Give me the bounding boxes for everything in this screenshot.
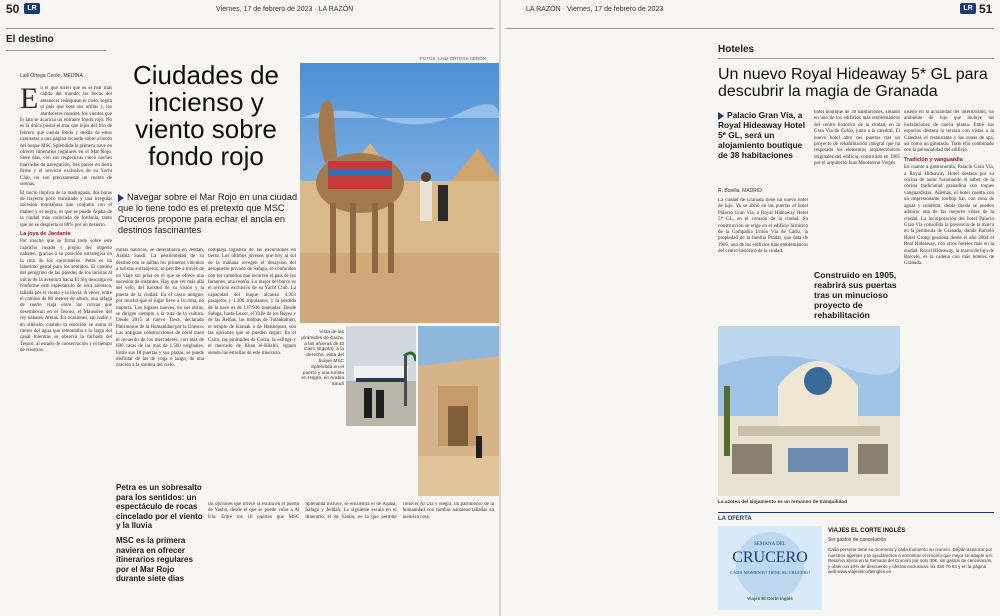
subheading: Tradición y vanguardia <box>904 156 963 163</box>
lead-text: Palacio Gran Vía, a Royal Hideaway Hotel 5* GL, será un alojamiento boutique de 38 habitaciones <box>718 110 806 160</box>
article-lead <box>718 110 810 160</box>
col3-text-b: En cuanto a gastronomía, Palacio Gran Vía, a Royal Hideaway Hotel destaca por su cocina de autor fusionando el sabor de la cocina tradicional granadina con toques vanguardistas. Además, el hotel cuenta con un impresionante rooftop bar, con zona de aguas y solárium, desde donde se pueden admirar una de las mejores vistas de la ciudad. La incorporación del hotel Palacio Gran Vía consolida la presencia de la marca en la península de Granada, donde Barceló Hotel Group gestiona desde el año 2004 el Real Hideaway, con otros hoteles más en la ciudad. Royal Hideaway, la marca de lujo de Barceló, es la cadena con más hoteles de Granada. <box>904 165 994 267</box>
offer-title: VIAJES EL CORTE INGLÉS <box>828 528 906 534</box>
article-bottom-columns <box>208 502 494 610</box>
bottom-text: las opciones que ofrece la escala en el puerto de Yanbu, desde el que se puede volar a Al Ula. Entre los 18 puertos que MSC Splendida incluye, se encuentra el de Aqaba, Safaga y Jeddah. La siguiente escala en el itinerario, el de Yanbu, es la que permite conocer Al Ula y Hegra, un patrimonio de la humanidad con tumbas nabateas talladas en arenisca rosa. <box>208 502 494 520</box>
triangle-icon <box>118 194 124 202</box>
col3-text: compleja logística de las excursiones en tierra. Los últimos jóvenes que hoy al sol de la mañana recogen el desayuno del aeropuerto privado de Safaga, se confunden con los camellos que recorren el país de los faraones, una reseña. Lo mejor del barco es el servicio exclusivo de su Yacht Club. La capacidad del buque alcanza 4.363 pasajeros y 1.300 tripulantes, y la pérdida de la nave es de 137.936 toneladas. Desde Safaga, hasta Luxor, el Valle de los Reyes y de las Reinas, las tumbas de Tutankamón, el templo de Karnak o de Hatshepsut, son las opciones que se pueden seguir. En el Cairo, las pirámides de Guiza, la esfinge y el mercado de Khan el-Khalili, siguen siendo las estrellas de este itinerario. <box>208 248 296 356</box>
pull-quote: Construido en 1905, reabrirá sus puertas tras un minucioso proyecto de rehabilitación <box>814 270 897 320</box>
col1-text: n el que dicen que es el mar más cálido del mundo, las bocas del amanecer redoquean el cielo, según el país que bese sus orillas y, los atardeceres rosados, los vientos que lo lata se acaricia un entrante fondo rojo. No es la única postal el mar que lejos del frío de febrero que cuenta fondo y media de estos camisetas a una página tocando sobre a bordo del buque MSC Splendida la primera nave en ofrecer itinerarios regulares en el Mar Rojo. Siete días, con sus respectivas cinco noches marcadas de navegación, tres países en tierra firme y el servicio exclusivo de su Yacht Club, no son precisamente un cuento de sirenas. <box>20 86 112 188</box>
photo-credit: FOTOS: LAILI ORTEGA CERÓN <box>420 56 486 61</box>
section-label: Hoteles <box>718 44 755 55</box>
section-label: El destino <box>6 34 54 45</box>
subheading: La joya de Jordania <box>20 230 71 237</box>
section-rule <box>718 58 994 59</box>
page-gutter <box>499 0 501 616</box>
hegra-photo <box>418 326 499 496</box>
banner-line3: CADA MOMENTO TIENE SU CRUCERO <box>729 570 811 575</box>
spacer <box>506 30 507 31</box>
ship-photo <box>346 326 416 426</box>
article-column-2 <box>116 248 204 480</box>
folio: LA RAZÓN · Viernes, 17 de febrero de 2023 <box>526 6 664 13</box>
folio: Viernes, 17 de febrero de 2023 · LA RAZÓN <box>216 6 354 13</box>
offer-rule <box>718 512 994 513</box>
page-number: 50 <box>6 2 20 16</box>
drop-cap: E <box>20 86 39 115</box>
rooftop-illustration <box>718 326 900 496</box>
offer-label: LA OFERTA <box>718 516 752 522</box>
byline: Laili Ortega Cerón. MEDINA <box>20 73 83 79</box>
rooftop-photo <box>718 326 900 496</box>
article-headline: Ciudades de incienso y viento sobre fondo rojo <box>133 60 279 171</box>
dek-text: Navegar sobre el Mar Rojo en una ciudad que lo tiene todo es el pretexto que MSC Cruceros propone para echar el ancla en destinos fascinantes <box>118 192 298 235</box>
photo-caption: La azotea del alojamiento es un remanso de tranquilidad <box>718 500 848 505</box>
banner-line1: SEMANA DEL <box>754 542 786 547</box>
col1-text-c: Por mucho que se firma todo sobre este capricho rosado y propio del imperio nabateo, gracias a su posición estratégica en la ruta de los caravaneros. Petra es un laberinto gestal para los sentidos. El camino del peregrino de las paredes de los turistas al inicio de la aventura hacia El Siq descarga en conforme este espectáculo de roca arenisca, tallada por el viento y la lluvia. A veces, entre el camino de 80 metros de altura, una ráfaga de suerte viaja entre las curvas que desembocan en el Tesoro, el Mausoleo del rey nabateo Aretas. En ocasiones, sin nadie y en silencio, cuando la emoción se suma al rumor del agua que remontaba a lo largo del canal mientras se observa la fachada del Tesoro, al estado de conservación y el tiempo de nosotros. <box>20 239 112 354</box>
right-article-text-area <box>506 30 710 496</box>
col2-text: millas náuticas, se desembarca en Jeddah, Arabia Saudí. La pestilentidad de su destino con se aúllan los primeros vínculos a turistas extranjeros, se percibe a través de un viaje sin prisa en el que se ofrece una sucesión de instantes. Hay que ver más allá del velo, del turismo de su visión y la puerta de la ciudad. En el casco antiguo, por mucho que el lugar lleve a la cima, no importa. Los lugares nuevos, en sus obras, se dirigen siempre a la ruta de la cultura. Desde 2015 al nuevo Tawa, declarado Patrimonio de la Humanidad por la Unesco. Las antiguas construcciones de coral traen el recuerdo de los mercaderes, con más de 600 casas de las más de 1.500 originales. Entre sus 18 puertas y sus plazas, se puede disfrutar de las de yoga o tango, de una oración a la sombra del cielo. <box>116 248 204 369</box>
pyramids-camel-photo <box>300 63 499 323</box>
header-rule <box>6 28 494 29</box>
article-column-3 <box>904 110 994 496</box>
col2-text: hotel boutique de 38 habitaciones, situado en uno de los edificios más emblemáticos del centro histórico de la ciudad, en la Gran Vía de Colón, junto a la catedral. El nuevo hotel abre sus puertas tras un proyecto de rehabilitación integral que ha respetado los elementos arquitectónicos originales del edificio, construido en 1905 por el arquitecto Juan Montserrat Vergés. <box>814 110 900 167</box>
page-number: 51 <box>979 2 993 16</box>
photo-caption: Vista de las pirámides de Guiza, a las afueras de El Cairo (Egipto). A la derecha, vista del buque MSC Splendida en el puerto y una turista en Hegra, en Arabia Saudí <box>301 330 344 388</box>
col3-text: diseñó en la actualidad del interiorismo, un ambiente de lujo que incluye las instalaciones de nueva planta. Entre sus espacios destaca la terraza con vistas a la Catedral, el restaurante y las zonas de spa, así como un gimnasio. Todo ello combinado con la personalidad del edificio. <box>904 110 994 154</box>
offer-text: Cada persona tiene su momento y cada momento su crucero. Déjate asesorar por nuestros agentes y te ayudaremos a encontrar el crucero que mejor se adapte a ti. Reserva ahora en la Semana del Crucero por solo 30€, sin gastos de cancelación, y obtén un 10% de descuento y ofertas exclusivas. 91 330 70 63 y en la página web www.viajeselcorteingles.es <box>828 547 993 575</box>
offer-subtitle: Sin gastos de cancelación <box>828 537 887 543</box>
article-column-1 <box>20 86 112 610</box>
header-rule <box>506 28 994 29</box>
col1-text-b: El inicio implica de la madrugada, dos horas de trayecto poco transitado y una irregular sucesión montañosa que conjunta con el malteo y el negro, es que se puede Aqaba de la ciudad más codiciada de Jordania, tanto que no se despierta el 80% por un desierto. <box>20 190 112 228</box>
pyramids-camel-illustration <box>300 63 499 323</box>
pull-quote-2: MSC es la primera naviera en ofrecer itinerarios regulares por el Mar Rojo durante siete días <box>116 536 193 583</box>
section-rule <box>6 50 106 51</box>
ship-illustration <box>346 326 416 426</box>
cruise-offer-banner <box>718 526 822 610</box>
triangle-icon <box>718 112 724 120</box>
article-column-2 <box>814 110 900 266</box>
article-headline: Un nuevo Royal Hideaway 5* GL para descubrir la magia de Granada <box>718 66 988 100</box>
article-column-3 <box>208 248 296 494</box>
hegra-illustration <box>418 326 499 496</box>
banner-line2: CRUCERO <box>732 549 808 566</box>
newspaper-logo: LR <box>24 3 40 14</box>
newspaper-logo: LR <box>960 3 976 14</box>
col1-text: La ciudad de Granada tiene un nuevo hotel de lujo. Ya se abrió en las puertas el hotel Palacio Gran Vía, a Royal Hideaway Hotel 5* GL, en el corazón de la ciudad. Su construcción se erige en el edificio histórico de la Compañía Unión Vía de Cádiz, la propiedad de la familia Pradal, que data de 1905, uno de los edificios más emblemáticos del centro histórico de la ciudad. <box>718 198 808 255</box>
byline: R. Bonilla. MADRID <box>718 188 762 194</box>
banner-brand: Viajes El Corte Inglés <box>747 596 793 601</box>
article-dek <box>118 192 298 236</box>
pull-quote-1: Petra es un sobresalto para los sentidos: un espectáculo de rocas cincelado por el viento y la lluvia <box>116 483 203 530</box>
